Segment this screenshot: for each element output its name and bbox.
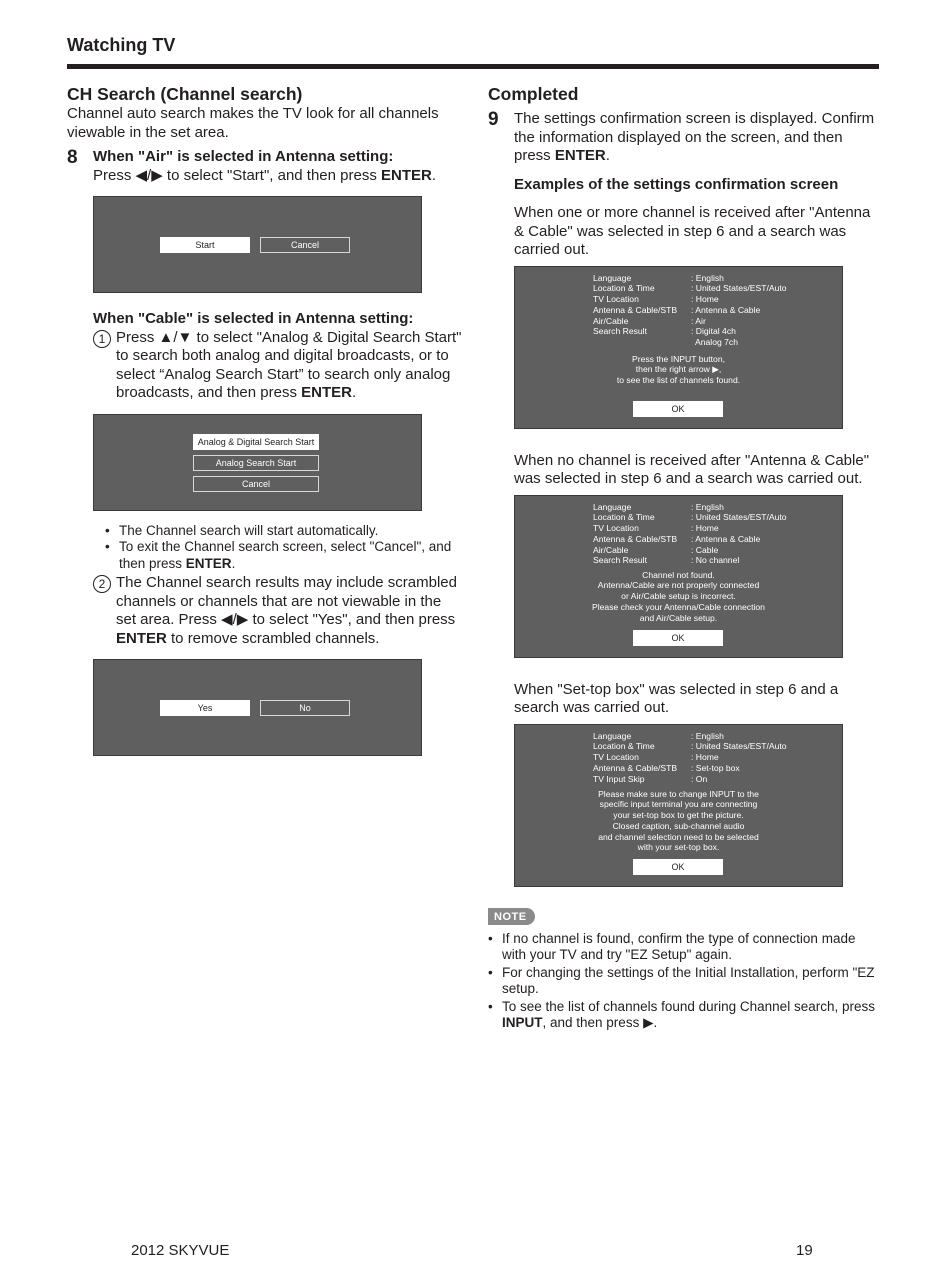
substep-number: 1 (93, 330, 111, 348)
note-badge: NOTE (488, 908, 535, 925)
cable-heading: When "Cable" is selected in Antenna setting: (93, 310, 414, 327)
note-list (488, 931, 883, 1032)
info-message: Channel not found. Antenna/Cable are not properly connected or Air/Cable setup is incorrect. Please check your Antenna/Cable connection and Air/Cable setup. (592, 569, 765, 623)
screen-confirm-no-channel (514, 495, 843, 658)
substep-2: 2 The Channel search results may include scrambled channels or channels that are not viewable in the set area. Press ◀/▶ to select "Yes", and then press ENTER to remove scrambled channels. (93, 574, 462, 648)
case3-caption: When "Set-top box" was selected in step 6 and a search was carried out. (514, 680, 839, 716)
info-row: Language : English (593, 272, 724, 283)
info-row: Location & Time : United States/EST/Auto (593, 512, 787, 523)
info-row: Location & Time : United States/EST/Auto (593, 741, 787, 752)
bullet-item: • To exit the Channel search screen, select "Cancel", and then press ENTER. (105, 539, 462, 572)
info-row: TV Location : Home (593, 752, 719, 763)
step-9 (488, 110, 883, 887)
right-column (488, 83, 883, 1033)
section-title-ch-search: CH Search (Channel search) (67, 84, 303, 104)
info-row: Search Result : No channel (593, 555, 740, 566)
screen-start-cancel (93, 196, 422, 293)
info-row: Language : English (593, 730, 724, 741)
note-item: • For changing the settings of the Initial Installation, perform "EZ setup. (488, 965, 883, 998)
analog-digital-search-button[interactable]: Analog & Digital Search Start (193, 434, 319, 450)
settings-info (593, 273, 787, 349)
screen-yes-no (93, 659, 422, 756)
info-row: Air/Cable : Cable (593, 544, 719, 555)
ok-button[interactable]: OK (633, 401, 723, 417)
note-item: • To see the list of channels found during Channel search, press INPUT, and then press ▶. (488, 999, 883, 1032)
analog-search-button[interactable]: Analog Search Start (193, 455, 319, 471)
intro-text: Channel auto search makes the TV look for all channels viewable in the set area. (67, 105, 439, 141)
section-title-completed: Completed (488, 84, 579, 104)
note-item: • If no channel is found, confirm the type of connection made with your TV and try "EZ Setup" again. (488, 931, 883, 964)
info-message: Press the INPUT button, then the right arrow ▶, to see the list of channels found. (616, 353, 741, 386)
air-instruction: Press ◀/▶ to select "Start", and then press ENTER. (93, 166, 437, 184)
info-row: Language : English (593, 501, 724, 512)
ok-button[interactable]: OK (633, 859, 723, 875)
screen-confirm-set-top-box (514, 724, 843, 887)
settings-info (593, 502, 787, 567)
info-row: Antenna & Cable/STB : Set-top box (593, 762, 740, 773)
search-bullets (67, 523, 462, 573)
step-8 (67, 148, 462, 756)
substep-number: 2 (93, 575, 111, 593)
settings-info (593, 731, 787, 785)
left-column (67, 83, 462, 756)
no-button[interactable]: No (260, 700, 350, 716)
header-title: Watching TV (67, 35, 176, 55)
case1-caption: When one or more channel is received after "Antenna & Cable" was selected in step 6 and a search was carried out. (514, 204, 871, 258)
info-row: Air/Cable : Air (593, 315, 706, 326)
air-heading: When "Air" is selected in Antenna setting: (93, 148, 394, 165)
cancel-button[interactable]: Cancel (193, 476, 319, 492)
header-rule (67, 64, 879, 69)
page-number: 19 (796, 1242, 813, 1259)
info-row: Antenna & Cable/STB : Antenna & Cable (593, 533, 761, 544)
step-number: 8 (67, 147, 78, 168)
cancel-button[interactable]: Cancel (260, 237, 350, 253)
substep-1: 1 Press ▲/▼ to select "Analog & Digital Search Start" to search both analog and digital broadcasts, or to select “Analog Search Start” to search only analog broadcasts, and then press ENTER. (93, 329, 462, 403)
screen-confirm-channels-found (514, 266, 843, 429)
examples-heading: Examples of the settings confirmation screen (514, 175, 839, 193)
case2-caption: When no channel is received after "Antenna & Cable" was selected in step 6 and a search was carried out. (514, 451, 870, 487)
start-button[interactable]: Start (160, 237, 250, 253)
info-row: Antenna & Cable/STB : Antenna & Cable (593, 304, 761, 315)
bullet-item: • The Channel search will start automatically. (105, 523, 462, 540)
info-row: Analog 7ch (695, 337, 739, 348)
info-row: TV Input Skip : On (593, 773, 708, 784)
info-row: TV Location : Home (593, 523, 719, 534)
info-row: Location & Time : United States/EST/Auto (593, 283, 787, 294)
yes-button[interactable]: Yes (160, 700, 250, 716)
step9-text: The settings confirmation screen is displayed. Confirm the information displayed on the screen, and then press ENTER. (514, 110, 875, 164)
note-section (488, 907, 883, 1032)
info-row: Search Result : Digital 4ch (593, 326, 736, 337)
screen-search-options (93, 414, 422, 511)
ok-button[interactable]: OK (633, 630, 723, 646)
step-number: 9 (488, 109, 499, 130)
info-message: Please make sure to change INPUT to the specific input terminal you are connecting your set-top box to get the picture. Closed caption, sub-channel audio and channel selection need to be selected with your set-top box. (598, 788, 759, 853)
footer-brand: 2012 SKYVUE (131, 1242, 230, 1259)
info-row: TV Location : Home (593, 294, 719, 305)
